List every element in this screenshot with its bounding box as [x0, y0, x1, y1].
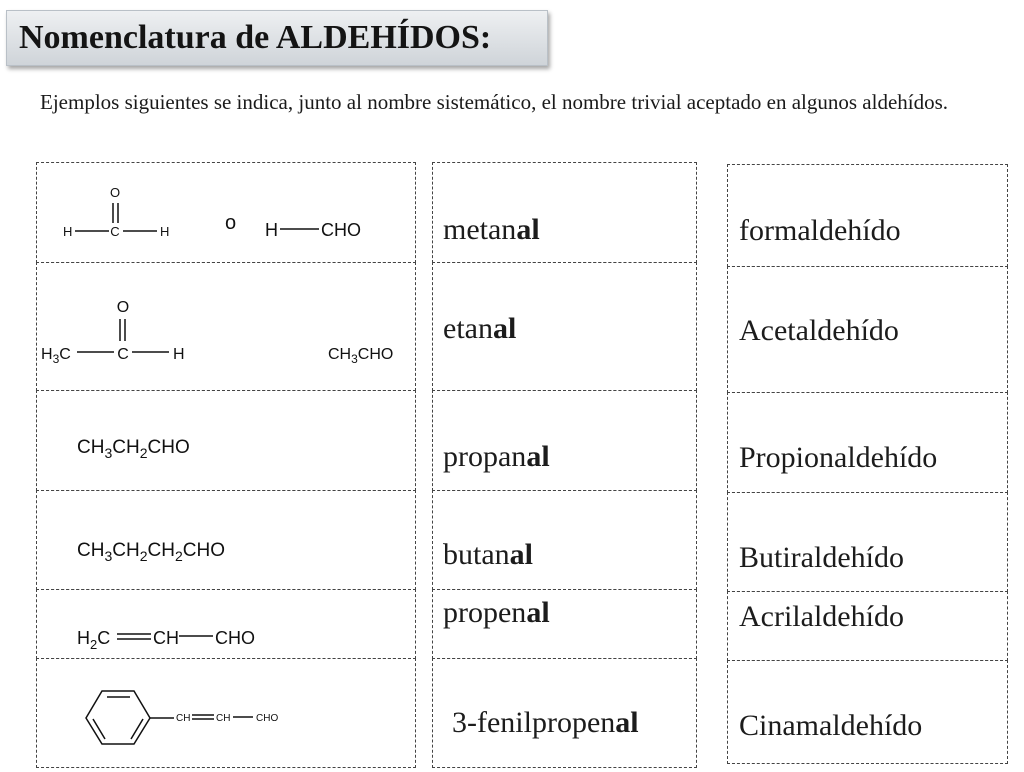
oxygen-label: O	[116, 299, 130, 316]
formula-box-4	[36, 490, 416, 590]
trivial-name: Propionaldehído	[739, 441, 938, 474]
condensed-formula: $CH_3CH_2CHO$	[77, 437, 190, 461]
intro-paragraph: Ejemplos siguientes se indica, junto al nombre sistemático, el nombre trivial aceptado en algunos aldehídos.	[40, 90, 949, 114]
methylene-label: $H_2C$	[77, 628, 111, 652]
cho-label: CHO	[215, 628, 255, 648]
propanal-structure	[37, 391, 415, 490]
hydrogen-label: H	[265, 220, 278, 240]
trivial-name: Acetaldehído	[739, 314, 899, 347]
carbon-label: C	[117, 346, 129, 363]
systematic-name: 3-fenilpropenal	[452, 706, 639, 739]
formula-box-1	[36, 162, 416, 263]
page-title: Nomenclatura de ALDEHÍDOS:	[19, 19, 492, 56]
hydrogen-label: H	[173, 346, 185, 363]
hydrogen-label: H	[63, 224, 73, 239]
systematic-name: butanal	[443, 538, 533, 571]
systematic-name: propenal	[443, 596, 550, 629]
formula-box-6	[36, 658, 416, 768]
systematic-name: metanal	[443, 213, 540, 246]
systematic-name: etanal	[443, 312, 517, 345]
methyl-label: $H_3C$	[41, 346, 71, 366]
formaldehyde-structure	[37, 163, 415, 262]
cho-label: CHO	[256, 713, 279, 724]
ring-double-bond	[131, 719, 143, 739]
trivial-name: Cinamaldehído	[739, 709, 923, 742]
hydrogen-label: H	[160, 224, 170, 239]
title-box	[6, 10, 548, 66]
or-word: o	[225, 212, 237, 234]
ch-label: CH	[153, 628, 179, 648]
trivial-name: formaldehído	[739, 214, 901, 247]
trivial-name: Butiraldehído	[739, 541, 904, 574]
systematic-name: propanal	[443, 440, 550, 473]
butanal-structure	[37, 491, 415, 589]
condensed-formula: $CH_3CHO$	[328, 346, 394, 366]
carbon-label: C	[110, 224, 120, 239]
formula-box-2	[36, 262, 416, 391]
ch-label: CH	[176, 713, 191, 724]
acetaldehyde-structure	[37, 263, 415, 390]
formula-box-5	[36, 589, 416, 659]
oxygen-label: O	[109, 185, 121, 200]
ring-double-bond	[93, 719, 105, 739]
cho-label: CHO	[321, 220, 361, 240]
cinnamaldehyde-structure	[37, 659, 415, 767]
formula-box-3	[36, 390, 416, 491]
ch-label: CH	[216, 713, 231, 724]
trivial-name: Acrilaldehído	[739, 600, 904, 633]
propenal-structure	[37, 590, 415, 658]
benzene-ring	[86, 691, 150, 744]
condensed-formula: $CH_3CH_2CH_2CHO$	[77, 540, 225, 564]
